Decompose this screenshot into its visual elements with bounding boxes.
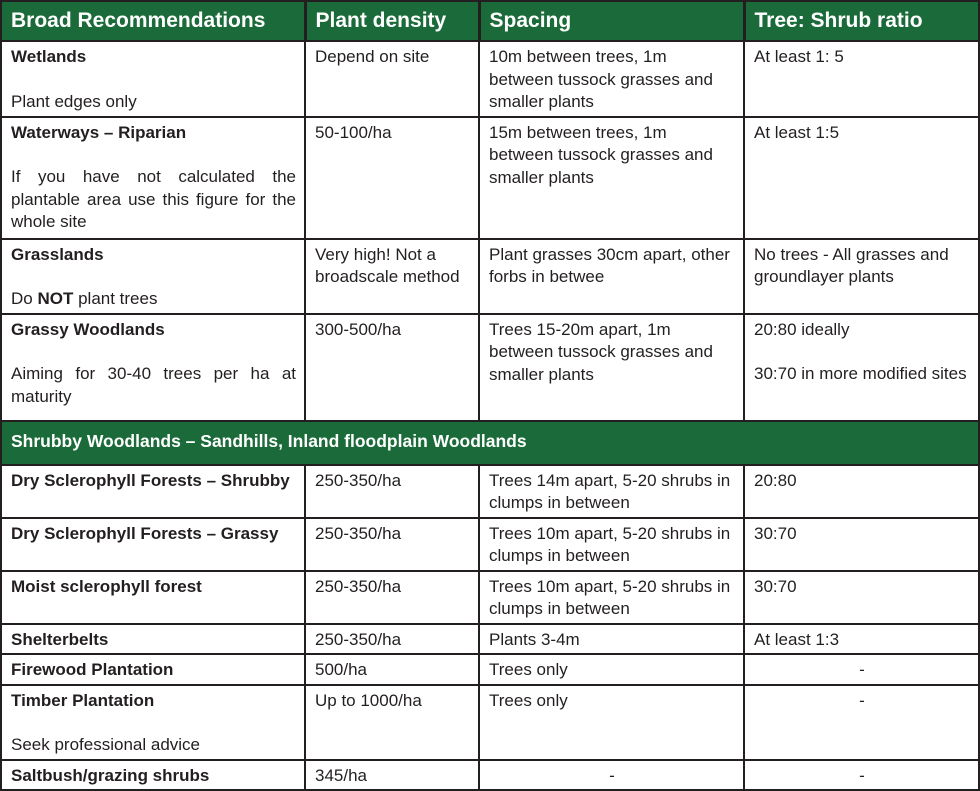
row-note: Plant edges only: [11, 91, 137, 111]
cell-spacing: -: [479, 760, 744, 791]
table-row-waterways: [1, 117, 979, 239]
cell-recommendation: [1, 518, 305, 571]
ratio-line-1: 20:80 ideally: [754, 319, 850, 339]
cell-density: 345/ha: [305, 760, 479, 791]
table-row-wetlands: [1, 41, 979, 117]
cell-density: 50-100/ha: [305, 117, 479, 239]
row-name: Timber Plantation: [11, 690, 155, 710]
cell-ratio: 20:80: [744, 465, 979, 518]
row-name: Shelterbelts: [11, 629, 109, 649]
cell-density: 250-350/ha: [305, 624, 479, 655]
cell-recommendation: [1, 314, 305, 421]
table-row-dry-sclerophyll-grassy: [1, 518, 979, 571]
table-row-shelterbelts: [1, 624, 979, 655]
cell-recommendation: [1, 239, 305, 314]
note-emphasis: NOT: [37, 289, 74, 308]
cell-density: Up to 1000/ha: [305, 685, 479, 760]
row-name: Wetlands: [11, 47, 87, 66]
section-row-shrubby-woodlands: [1, 421, 979, 465]
table-row-grasslands: [1, 239, 979, 314]
table-row-dry-sclerophyll-shrubby: [1, 465, 979, 518]
cell-recommendation: [1, 654, 305, 685]
row-note: If you have not calculated the plantable area use this figure for the whole site: [11, 167, 296, 231]
table-row-timber-plantation: [1, 685, 979, 760]
cell-spacing: Trees only: [479, 685, 744, 760]
cell-recommendation: [1, 41, 305, 117]
row-name: Saltbush/grazing shrubs: [11, 765, 210, 785]
cell-spacing: 10m between trees, 1m between tussock grasses and smaller plants: [479, 41, 744, 117]
note-suffix: plant trees: [73, 289, 158, 308]
row-name: Dry Sclerophyll Forests – Shrubby: [11, 470, 290, 490]
cell-spacing: Plants 3-4m: [479, 624, 744, 655]
cell-ratio: At least 1: 5: [744, 41, 979, 117]
cell-ratio: -: [744, 654, 979, 685]
cell-density: 250-350/ha: [305, 465, 479, 518]
cell-spacing: 15m between trees, 1m between tussock grasses and smaller plants: [479, 117, 744, 239]
cell-spacing: Trees 15-20m apart, 1m between tussock grasses and smaller plants: [479, 314, 744, 421]
cell-ratio: No trees - All grasses and groundlayer plants: [744, 239, 979, 314]
ratio-line-2: 30:70 in more modified sites: [754, 364, 967, 383]
header-row: [1, 1, 979, 41]
cell-density: Very high! Not a broadscale method: [305, 239, 479, 314]
cell-ratio: 30:70: [744, 571, 979, 624]
cell-ratio: -: [744, 685, 979, 760]
row-name: Dry Sclerophyll Forests – Grassy: [11, 523, 279, 543]
row-name: Grassy Woodlands: [11, 319, 165, 339]
cell-recommendation: [1, 465, 305, 518]
row-name: Waterways – Riparian: [11, 122, 187, 142]
cell-density: 500/ha: [305, 654, 479, 685]
cell-spacing: Trees only: [479, 654, 744, 685]
cell-recommendation: [1, 571, 305, 624]
cell-recommendation: [1, 760, 305, 791]
cell-ratio: [744, 314, 979, 421]
row-note: Seek professional advice: [11, 735, 201, 754]
table-row-moist-sclerophyll: [1, 571, 979, 624]
cell-spacing: Plant grasses 30cm apart, other forbs in betwee: [479, 239, 744, 314]
cell-recommendation: [1, 685, 305, 760]
cell-density: Depend on site: [305, 41, 479, 117]
row-note: Aiming for 30-40 trees per ha at maturity: [11, 364, 296, 406]
row-name: Firewood Plantation: [11, 660, 174, 679]
cell-density: 300-500/ha: [305, 314, 479, 421]
cell-density: 250-350/ha: [305, 518, 479, 571]
row-note: [11, 288, 296, 311]
cell-spacing: Trees 14m apart, 5-20 shrubs in clumps in between: [479, 465, 744, 518]
cell-ratio: -: [744, 760, 979, 791]
header-spacing: Spacing: [479, 1, 744, 41]
table-row-grassy-woodlands: [1, 314, 979, 421]
note-prefix: Do: [11, 289, 38, 308]
cell-recommendation: [1, 117, 305, 239]
row-name: Grasslands: [11, 244, 104, 264]
table-row-saltbush: [1, 760, 979, 791]
row-name: Moist sclerophyll forest: [11, 576, 202, 596]
cell-ratio: 30:70: [744, 518, 979, 571]
table-row-firewood-plantation: [1, 654, 979, 685]
header-broad-recommendations: Broad Recommendations: [1, 1, 305, 41]
header-tree-shrub-ratio: Tree: Shrub ratio: [744, 1, 979, 41]
section-heading: Shrubby Woodlands – Sandhills, Inland floodplain Woodlands: [1, 421, 979, 465]
cell-density: 250-350/ha: [305, 571, 479, 624]
cell-spacing: Trees 10m apart, 5-20 shrubs in clumps in between: [479, 571, 744, 624]
cell-ratio: At least 1:5: [744, 117, 979, 239]
cell-recommendation: [1, 624, 305, 655]
cell-ratio: At least 1:3: [744, 624, 979, 655]
header-plant-density: Plant density: [305, 1, 479, 41]
cell-spacing: Trees 10m apart, 5-20 shrubs in clumps in between: [479, 518, 744, 571]
